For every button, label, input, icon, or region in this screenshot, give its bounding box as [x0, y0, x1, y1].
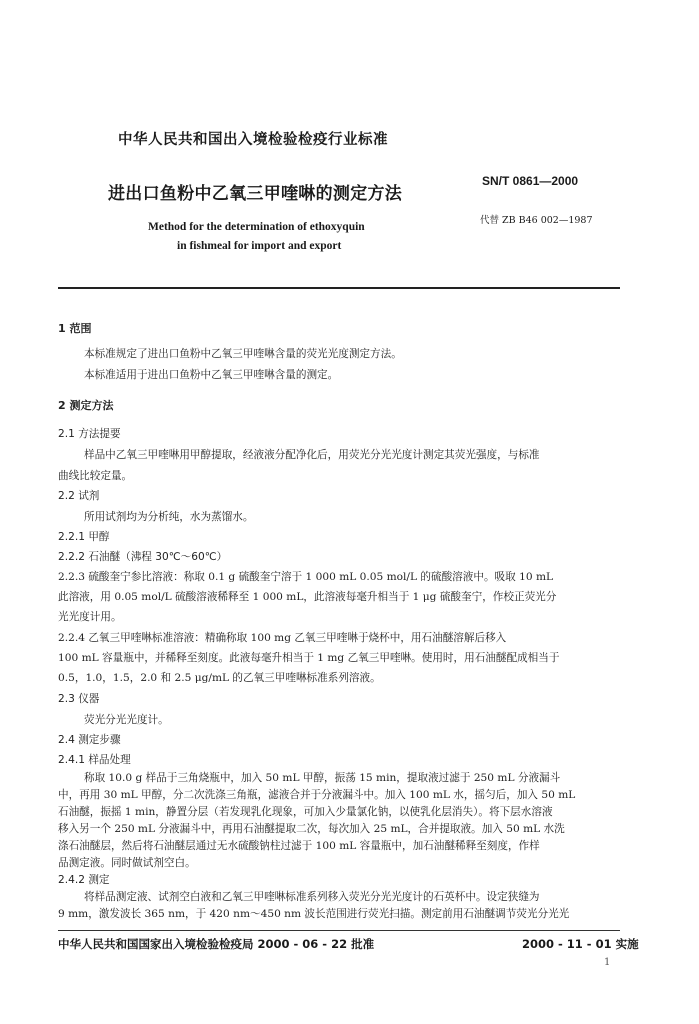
- section-2-4-1-line-1: 称取 10.0 g 样品于三角烧瓶中，加入 50 mL 甲醇，振荡 15 min，提取液过滤于 250 mL 分液漏斗: [84, 772, 561, 784]
- section-2-2-3-line-3: 光光度计用。: [58, 611, 122, 623]
- section-2-1-heading: 2.1 方法提要: [58, 428, 121, 440]
- section-1-heading: 1 范围: [58, 322, 92, 335]
- document-title: 进出口鱼粉中乙氧三甲喹啉的测定方法: [108, 184, 403, 204]
- section-2-4-2-line-1: 将样品测定液、试剂空白液和乙氧三甲喹啉标准系列移入荧光分光光度计的石英杯中。设定狭缝为: [84, 891, 540, 903]
- section-2-heading: 2 测定方法: [58, 399, 114, 412]
- section-2-2-paragraph: 所用试剂均为分析纯，水为蒸馏水。: [84, 511, 254, 523]
- section-2-2-1: 2.2.1 甲醇: [58, 531, 110, 543]
- english-title-line-1: Method for the determination of ethoxyquin: [148, 221, 365, 233]
- section-2-2-2: 2.2.2 石油醚（沸程 30℃～60℃）: [58, 551, 228, 563]
- section-2-4-1-line-6: 品测定液。同时做试剂空白。: [58, 857, 196, 869]
- header-divider: [58, 287, 620, 289]
- section-2-4-1-line-4: 移入另一个 250 mL 分液漏斗中，再用石油醚提取二次，每次加入 25 mL，合并提取液。加入 50 mL 水洗: [58, 823, 565, 835]
- footer-divider: [58, 930, 620, 931]
- section-2-4-1-line-5: 涤石油醚层，然后将石油醚层通过无水硫酸钠柱过滤于 100 mL 容量瓶中，加石油醚稀释至刻度，作样: [58, 840, 540, 852]
- section-2-2-3-line-2: 此溶液，用 0.05 mol/L 硫酸溶液稀释至 1 000 mL，此溶液每毫升相当于 1 μg 硫酸奎宁，作校正荧光分: [58, 591, 557, 603]
- approval-statement: 中华人民共和国国家出入境检验检疫局 2000 - 06 - 22 批准: [58, 937, 375, 951]
- section-2-2-3-line-1: 2.2.3 硫酸奎宁参比溶液：称取 0.1 g 硫酸奎宁溶于 1 000 mL 0.05 mol/L 的硫酸溶液中。吸取 10 mL: [58, 571, 554, 583]
- section-2-4-2-heading: 2.4.2 测定: [58, 874, 110, 886]
- section-2-2-4-line-2: 100 mL 容量瓶中，并稀释至刻度。此液每毫升相当于 1 mg 乙氧三甲喹啉。使用时，用石油醚配成相当于: [58, 652, 560, 664]
- section-2-2-4-line-1: 2.2.4 乙氧三甲喹啉标准溶液：精确称取 100 mg 乙氧三甲喹啉于烧杯中，用石油醚溶解后移入: [58, 632, 507, 644]
- section-2-4-1-line-2: 中，再用 30 mL 甲醇，分二次洗涤三角瓶，滤液合并于分液漏斗中。加入 100 mL 水，摇匀后，加入 50 mL: [58, 789, 576, 801]
- section-2-2-4-line-3: 0.5，1.0，1.5，2.0 和 2.5 μg/mL 的乙氧三甲喹啉标准系列溶液。: [58, 672, 381, 684]
- standard-number: SN/T 0861—2000: [482, 174, 579, 188]
- section-2-4-2-line-2: 9 mm，激发波长 365 nm，于 420 nm～450 nm 波长范围进行荧光扫描。测定前用石油醚调节荧光分光光: [58, 908, 570, 920]
- section-2-3-heading: 2.3 仪器: [58, 693, 100, 705]
- section-2-3-paragraph: 荧光分光光度计。: [84, 714, 169, 726]
- page-number: 1: [604, 957, 611, 968]
- section-2-2-heading: 2.2 试剂: [58, 490, 100, 502]
- section-1-paragraph-2: 本标准适用于进出口鱼粉中乙氧三甲喹啉含量的测定。: [84, 369, 339, 381]
- section-2-1-line-1: 样品中乙氧三甲喹啉用甲醇提取，经液液分配净化后，用荧光分光光度计测定其荧光强度，与标准: [84, 449, 540, 461]
- replaces-standard: 代替 ZB B46 002—1987: [480, 215, 593, 226]
- section-2-4-1-heading: 2.4.1 样品处理: [58, 754, 131, 766]
- section-2-1-line-2: 曲线比较定量。: [58, 470, 133, 482]
- implementation-date: 2000 - 11 - 01 实施: [522, 937, 639, 951]
- standard-category-header: 中华人民共和国出入境检验检疫行业标准: [118, 132, 388, 148]
- section-2-4-heading: 2.4 测定步骤: [58, 734, 121, 746]
- section-1-paragraph-1: 本标准规定了进出口鱼粉中乙氧三甲喹啉含量的荧光光度测定方法。: [84, 348, 402, 360]
- section-2-4-1-line-3: 石油醚，振摇 1 min，静置分层（若发现乳化现象，可加入少量氯化钠，以使乳化层消失）。将下层水溶液: [58, 806, 553, 818]
- english-title-line-2: in fishmeal for import and export: [177, 240, 342, 252]
